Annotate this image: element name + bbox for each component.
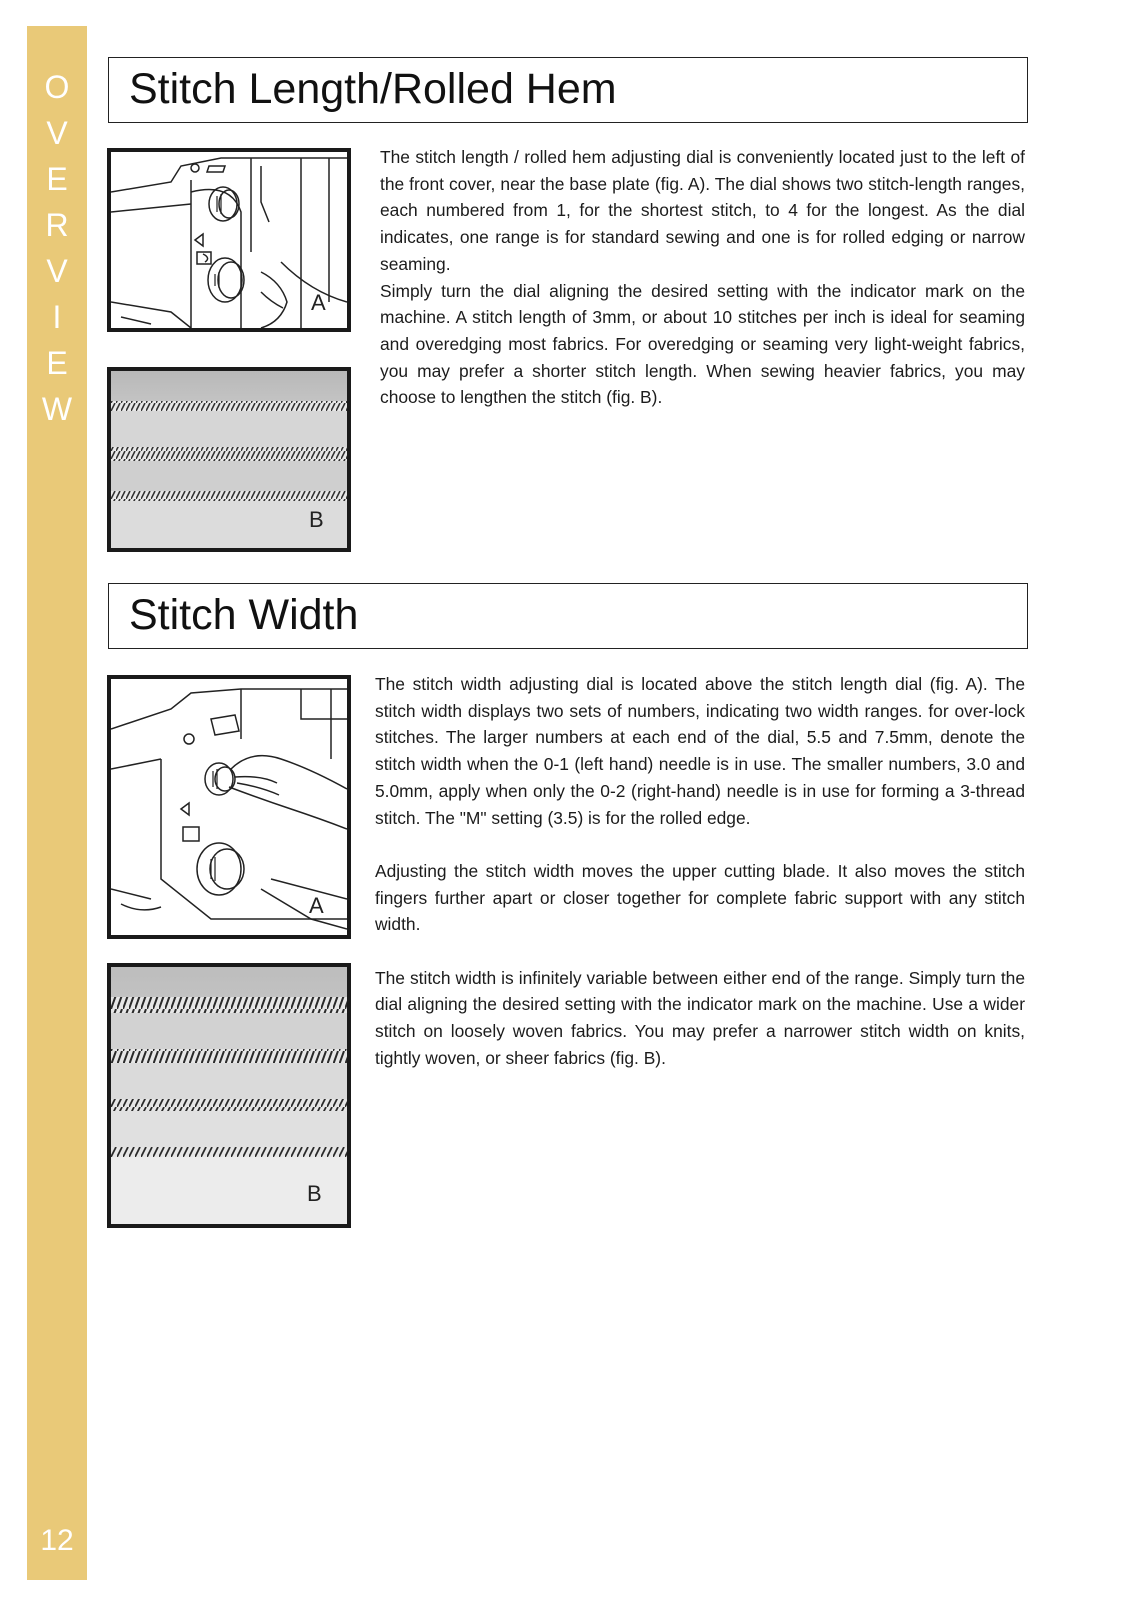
- figure-label: B: [309, 507, 324, 532]
- figure-stitch-width-dial: [107, 675, 351, 939]
- section-body-stitch-width: [375, 671, 1025, 1072]
- section-body-stitch-length: [380, 144, 1025, 411]
- sidebar-letter: V: [46, 253, 68, 289]
- sidebar-letter: W: [41, 391, 73, 427]
- paragraph: Adjusting the stitch width moves the upper cutting blade. It also moves the stitch fingers further apart or closer together for complete fabric support with any stitch width.: [375, 860, 1025, 935]
- paragraph: The stitch length / rolled hem adjusting dial is conveniently located just to the left of the front cover, near the base plate (fig. A). The dial shows two stitch-length ranges, each numbered from 1, for the shortest stitch, to 4 for the longest. As the dial indicates, one range is for standard sewing and one is for rolled edging or narrow seaming.: [380, 147, 1025, 274]
- page-number: 12: [40, 1524, 74, 1557]
- section-title: Stitch Width: [129, 591, 359, 639]
- sidebar-vertical-label: [27, 64, 87, 432]
- figure-label: A: [309, 893, 324, 918]
- figure-stitch-width-samples: [107, 963, 351, 1228]
- sidebar-letter: O: [44, 69, 70, 105]
- sidebar-letter: E: [46, 161, 68, 197]
- figure-stitch-length-samples: [107, 367, 351, 552]
- sidebar-letter: I: [52, 299, 62, 335]
- figure-label: A: [311, 290, 326, 315]
- sidebar-letter: E: [46, 345, 68, 381]
- paragraph: Simply turn the dial aligning the desired setting with the indicator mark on the machine. A stitch length of 3mm, or about 10 stitches per inch is ideal for seaming and overedging most fabrics. For overedging or seaming very light-weight fabrics, you may prefer a shorter stitch length. When sewing heavier fabrics, you may choose to lengthen the stitch (fig. B).: [380, 280, 1025, 408]
- sidebar-tab: [27, 26, 87, 1580]
- figure-label: B: [307, 1181, 322, 1206]
- section-heading-stitch-length: [108, 57, 1028, 123]
- paragraph: The stitch width is infinitely variable between either end of the range. Simply turn the dial aligning the desired setting with the indicator mark on the machine. Use a wider stitch on loosely woven fabrics. You may prefer a narrower stitch width on knits, tightly woven, or sheer fabrics (fig. B).: [375, 967, 1025, 1068]
- sidebar-letter: R: [45, 207, 69, 243]
- paragraph: The stitch width adjusting dial is located above the stitch length dial (fig. A). The stitch width displays two sets of numbers, indicating two width ranges. for over-lock stitches. The larger numbers at each end of the dial, 5.5 and 7.5mm, denote the stitch width when the 0-1 (left hand) needle is in use. The smaller numbers, 3.0 and 5.0mm, apply when only the 0-2 (right-hand) needle is in use for forming a 3-thread stitch. The "M" setting (3.5) is for the rolled edge.: [375, 674, 1025, 828]
- figure-stitch-length-dial: [107, 148, 351, 332]
- section-title: Stitch Length/Rolled Hem: [129, 65, 617, 113]
- sidebar-letter: V: [46, 115, 68, 151]
- section-heading-stitch-width: [108, 583, 1028, 649]
